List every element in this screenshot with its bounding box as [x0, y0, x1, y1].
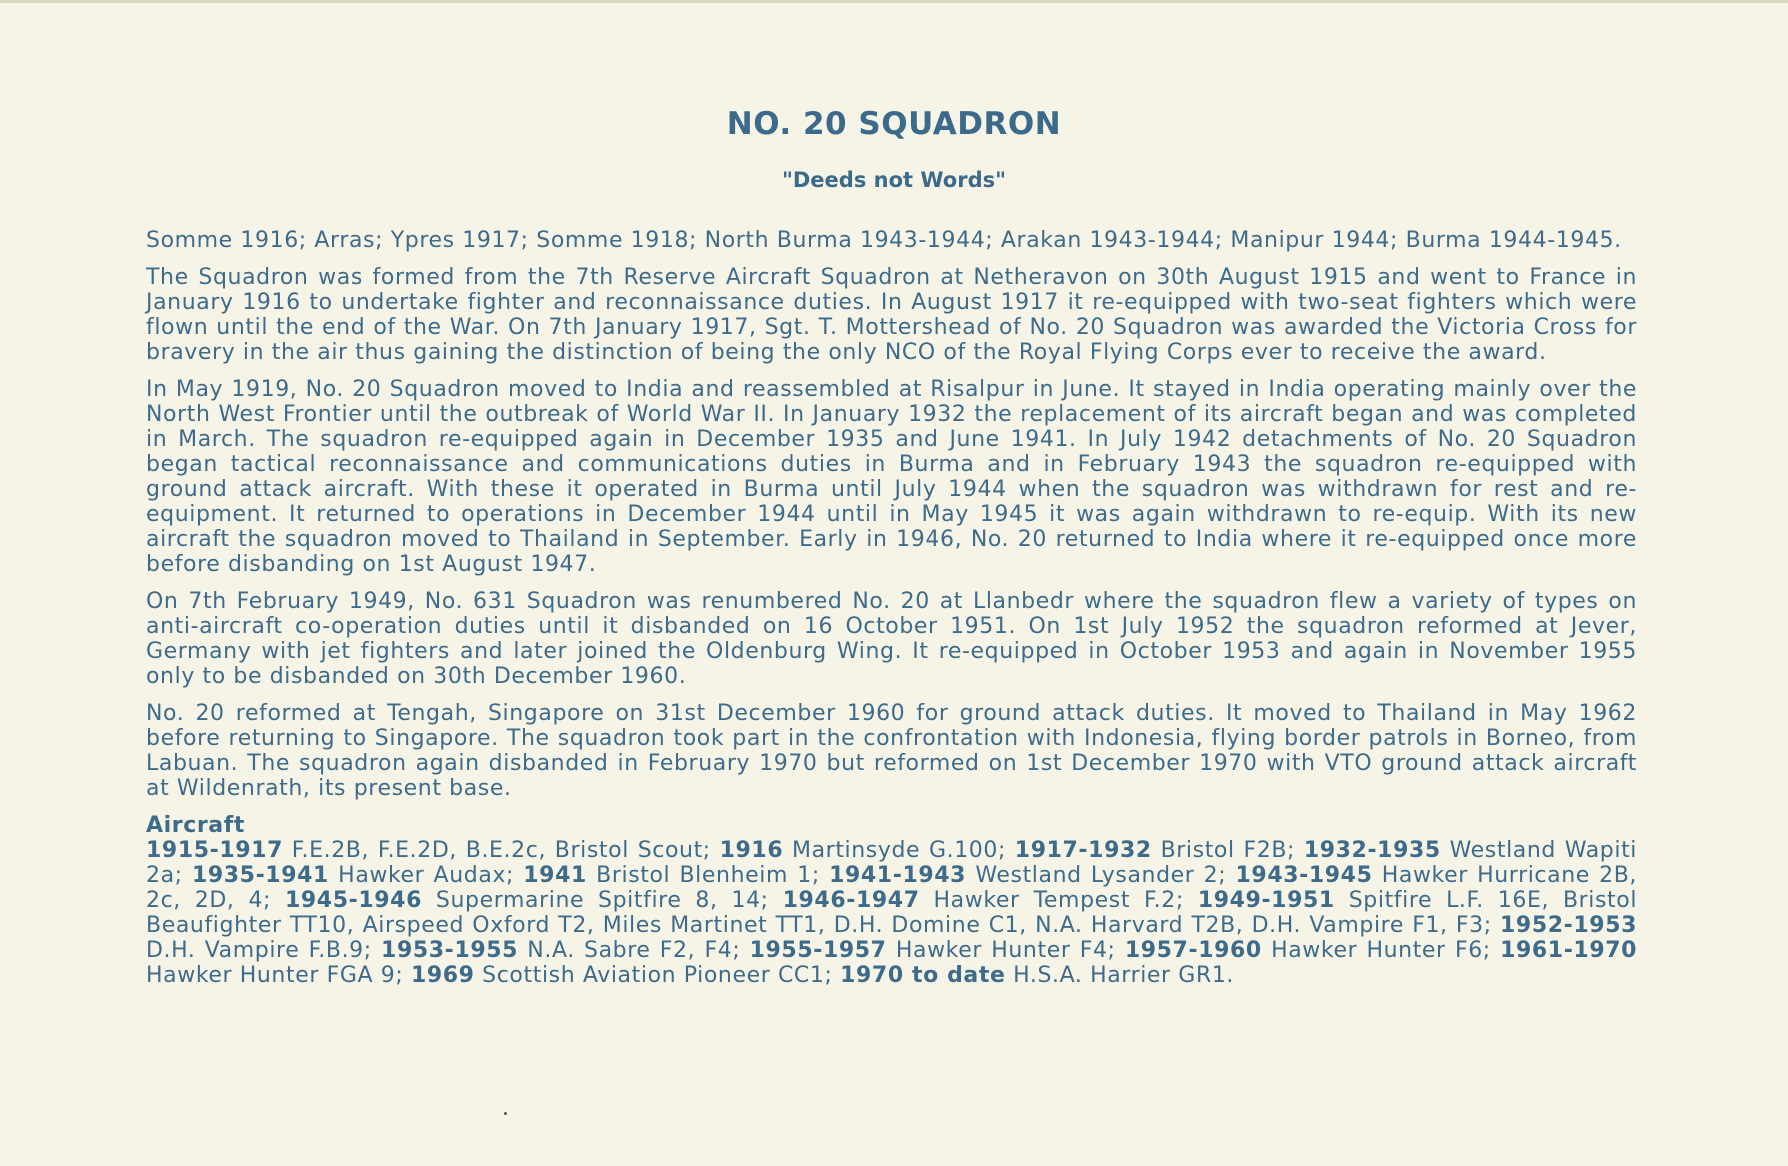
aircraft-entry-types: Scottish Aviation Pioneer CC1;: [482, 963, 833, 988]
history-paragraph-india: In May 1919, No. 20 Squadron moved to India and reassembled at Risalpur in June. It stayed in India operating mainly over the North West Frontier until the outbreak of World War II. In January 1932 the replacement of its aircraft began and was completed in March. The squadron re-equipped again in December 1935 and June 1941. In July 1942 detachments of No. 20 Squadron began tactical reconnaissance and communications duties in Burma and in February 1943 the squadron re-equipped with ground attack aircraft. With these it operated in Burma until July 1944 when the squadron was withdrawn for rest and re-equipment. It returned to operations in December 1944 until in May 1945 it was again withdrawn to re-equip. With its new aircraft the squadron moved to Thailand in September. Early in 1946, No. 20 returned to India where it re-equipped once more before disbanding on 1st August 1947.: [146, 377, 1637, 577]
aircraft-entry-types: Hawker Audax;: [338, 863, 515, 888]
aircraft-entry-types: Westland Wapiti 2a;: [146, 838, 1638, 888]
aircraft-entry-types: Hawker Hurricane 2B, 2c, 2D, 4;: [146, 863, 1637, 913]
aircraft-entry-years: 1915-1917: [146, 838, 283, 863]
aircraft-entry-types: Martinsyde G.100;: [792, 838, 1007, 863]
page-title: NO. 20 SQUADRON: [726, 106, 1062, 142]
aircraft-entry-years: 1941-1943: [829, 863, 967, 888]
aircraft-entry-years: 1953-1955: [381, 938, 519, 963]
aircraft-entry-types: N.A. Sabre F2, F4;: [527, 938, 741, 963]
aircraft-entry-types: Hawker Tempest F.2;: [933, 888, 1184, 913]
aircraft-entry-types: Spitfire L.F. 16E, Bristol Beaufighter TT10, Airspeed Oxford T2, Miles Martinet TT1, D.H. Domine C1, N.A. Harvard T2B, D.H. Vampire F1, F3;: [146, 888, 1638, 938]
squadron-motto: "Deeds not Words": [781, 168, 1007, 192]
aircraft-entry-years: 1917-1932: [1014, 838, 1152, 863]
aircraft-entry-types: D.H. Vampire F.B.9;: [146, 938, 372, 963]
aircraft-entry-years: 1970 to date: [840, 963, 1006, 988]
history-paragraph-formation: The Squadron was formed from the 7th Reserve Aircraft Squadron at Netheravon on 30th August 1915 and went to France in January 1916 to undertake fighter and reconnaissance duties. In August 1917 it re-equipped with two-seat fighters which were flown until the end of the War. On 7th January 1917, Sgt. T. Mottershead of No. 20 Squadron was awarded the Victoria Cross for bravery in the air thus gaining the distinction of being the only NCO of the Royal Flying Corps ever to receive the award.: [146, 265, 1637, 365]
history-paragraph-reformation: On 7th February 1949, No. 631 Squadron was renumbered No. 20 at Llanbedr where the squadron flew a variety of types on anti-aircraft co-operation duties until it disbanded on 16 October 1951. On 1st July 1952 the squadron reformed at Jever, Germany with jet fighters and later joined the Oldenburg Wing. It re-equipped in October 1953 and again in November 1955 only to be disbanded on 30th December 1960.: [146, 589, 1637, 689]
aircraft-entry-years: 1935-1941: [191, 863, 329, 888]
aircraft-entry-years: 1952-1953: [1500, 913, 1638, 938]
aircraft-entry-years: 1969: [410, 963, 475, 988]
document-body: [146, 228, 1637, 988]
aircraft-entry-types: F.E.2B, F.E.2D, B.E.2c, Bristol Scout;: [291, 838, 711, 863]
aircraft-entry-years: 1945-1946: [284, 888, 422, 913]
aircraft-entry-years: 1949-1951: [1197, 888, 1335, 913]
top-edge-rule: [0, 0, 1788, 3]
aircraft-entry-years: 1932-1935: [1303, 838, 1441, 863]
aircraft-entry-years: 1961-1970: [1500, 938, 1638, 963]
aircraft-entry-years: 1941: [523, 863, 587, 888]
aircraft-list: [146, 838, 1637, 988]
aircraft-entry-years: 1957-1960: [1124, 938, 1262, 963]
aircraft-entry-types: Bristol F2B;: [1160, 838, 1296, 863]
aircraft-entry-years: 1916: [719, 838, 784, 863]
aircraft-entry-years: 1943-1945: [1235, 863, 1373, 888]
aircraft-entry-types: Westland Lysander 2;: [975, 863, 1227, 888]
paper-speck: [504, 1112, 507, 1115]
history-paragraph-singapore: No. 20 reformed at Tengah, Singapore on 31st December 1960 for ground attack duties. It moved to Thailand in May 1962 before returning to Singapore. The squadron took part in the confrontation with Indonesia, flying border patrols in Borneo, from Labuan. The squadron again disbanded in February 1970 but reformed on 1st December 1970 with VTO ground attack aircraft at Wildenrath, its present base.: [146, 701, 1637, 801]
aircraft-entry-types: Hawker Hunter F4;: [895, 938, 1116, 963]
aircraft-entry-types: Supermarine Spitfire 8, 14;: [435, 888, 769, 913]
aircraft-entry-types: Hawker Hunter F6;: [1271, 938, 1491, 963]
aircraft-entry-types: Hawker Hunter FGA 9;: [146, 963, 404, 988]
battle-honours-paragraph: Somme 1916; Arras; Ypres 1917; Somme 1918; North Burma 1943-1944; Arakan 1943-1944; Manipur 1944; Burma 1944-1945.: [146, 228, 1622, 253]
aircraft-entry-types: H.S.A. Harrier GR1.: [1013, 963, 1235, 988]
aircraft-entry-types: Bristol Blenheim 1;: [596, 863, 820, 888]
aircraft-entry-years: 1955-1957: [749, 938, 887, 963]
aircraft-entry-years: 1946-1947: [782, 888, 920, 913]
aircraft-heading: Aircraft: [146, 813, 246, 838]
